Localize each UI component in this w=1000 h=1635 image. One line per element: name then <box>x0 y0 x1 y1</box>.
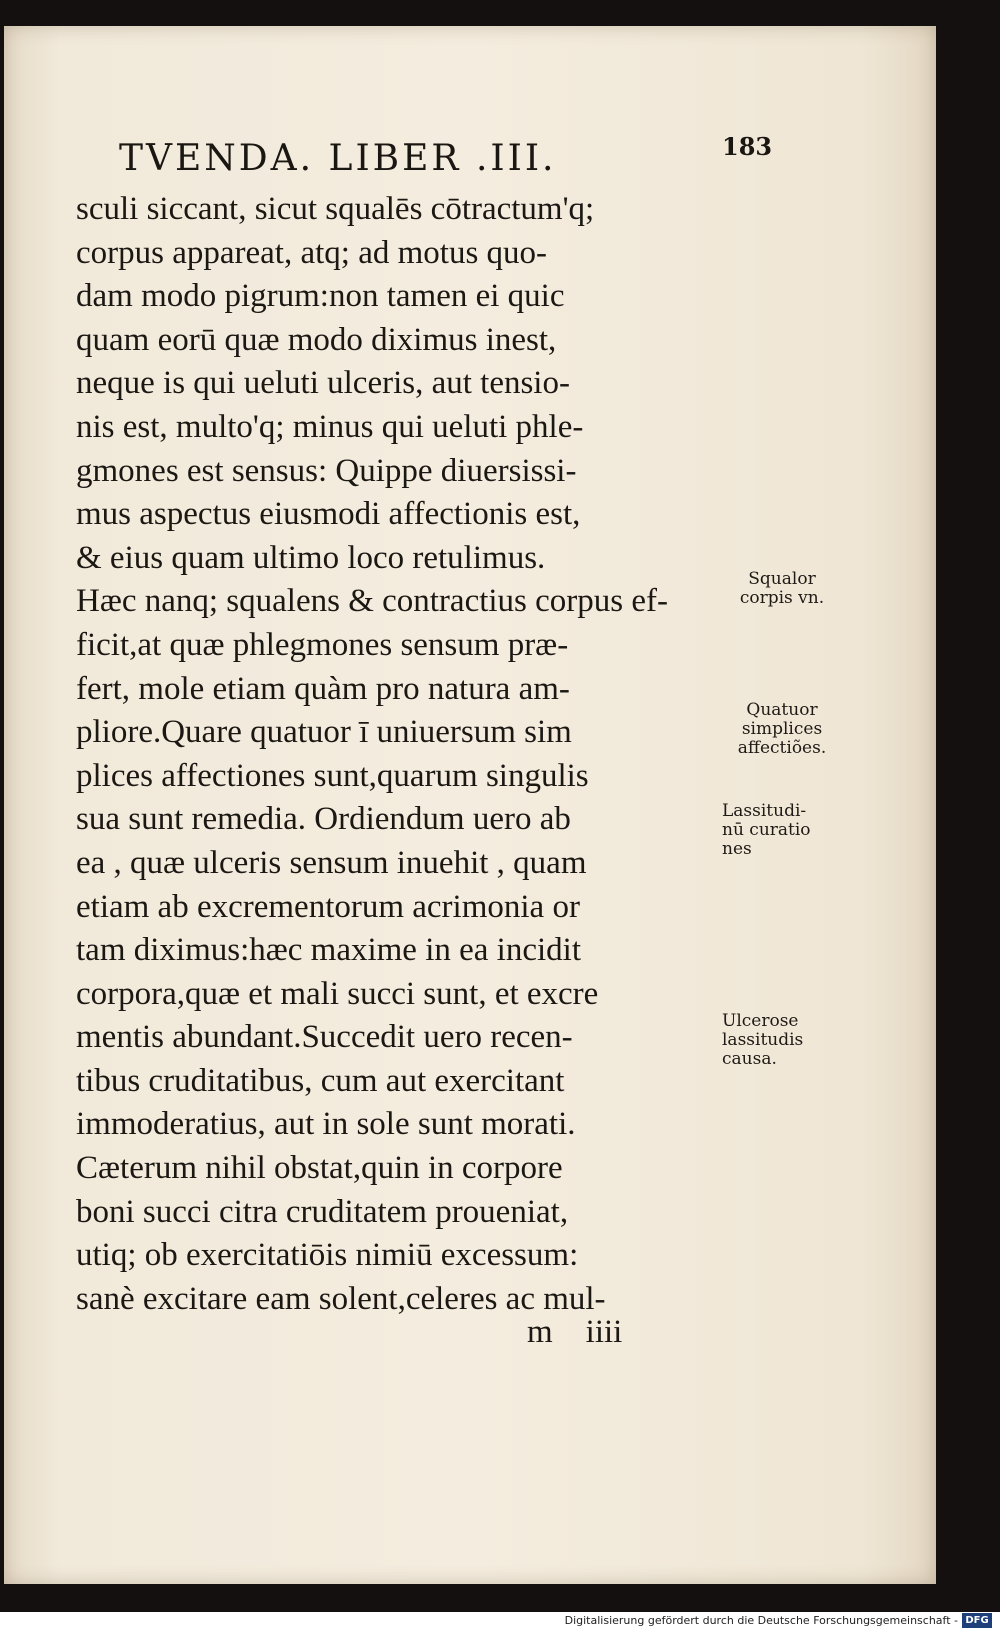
text-line: dam modo pigrum:non tamen ei quic <box>76 278 565 315</box>
page-number: 183 <box>722 132 773 161</box>
marginal-note-quatuor <box>722 701 842 758</box>
body-text <box>76 188 726 1321</box>
text-line: & eius quam ultimo loco retulimus. <box>76 539 546 576</box>
text-line: tibus cruditatibus, cum aut exercitant <box>76 1062 565 1099</box>
marginal-note-line: nū curatio <box>722 820 811 840</box>
marginal-note-line: Ulcerose <box>722 1011 799 1031</box>
text-line: immoderatius, aut in sole sunt morati. <box>76 1106 576 1143</box>
dfg-logo: DFG <box>962 1613 992 1628</box>
marginal-note-line: nes <box>722 839 752 859</box>
text-line: quam eorū quæ modo diximus inest, <box>76 321 557 358</box>
text-line: Cæterum nihil obstat,quin in corpore <box>76 1150 563 1187</box>
text-line: nis est, multo'q; minus qui ueluti phle- <box>76 408 584 445</box>
footer-credit: Digitalisierung gefördert durch die Deutsche Forschungsgemeinschaft - <box>564 1614 958 1627</box>
marginal-note-lassitudinum <box>722 802 842 859</box>
running-head: TVENDA. LIBER .III. <box>119 138 557 179</box>
catchword: m iiii <box>527 1314 623 1350</box>
marginal-note-line: Lassitudi- <box>722 801 807 821</box>
marginal-note-line: affectiões. <box>737 738 827 758</box>
book-page <box>4 26 936 1584</box>
text-line: gmones est sensus: Quippe diuersissi- <box>76 452 577 489</box>
marginal-note-squalor <box>722 570 842 608</box>
text-line: sculi siccant, sicut squalēs cōtractum'q; <box>76 191 595 227</box>
text-line: sanè excitare eam solent,celeres ac mul- <box>76 1280 606 1317</box>
marginal-note-line: simplices <box>741 719 823 739</box>
text-line: utiq; ob exercitatiōis nimiū excessum: <box>76 1237 579 1274</box>
marginal-note-ulcerosae <box>722 1012 842 1069</box>
text-line: ficit,at quæ phlegmones sensum præ- <box>76 626 569 663</box>
text-line: pliore.Quare quatuor ī uniuersum sim <box>76 714 572 751</box>
text-line: etiam ab excrementorum acrimonia or <box>76 888 580 925</box>
text-line: mentis abundant.Succedit uero recen- <box>76 1019 573 1056</box>
text-line: boni succi citra cruditatem proueniat, <box>76 1193 569 1230</box>
text-line: neque is qui ueluti ulceris, aut tensio- <box>76 365 570 402</box>
text-line: fert, mole etiam quàm pro natura am- <box>76 670 570 707</box>
text-line: corpora,quæ et mali succi sunt, et excre <box>76 975 599 1012</box>
marginal-note-line: Squalor <box>748 569 816 589</box>
text-line: corpus appareat, atq; ad motus quo- <box>76 234 548 271</box>
text-line: sua sunt remedia. Ordiendum uero ab <box>76 801 571 838</box>
text-line: mus aspectus eiusmodi affectionis est, <box>76 496 581 533</box>
marginal-note-line: causa. <box>722 1049 777 1069</box>
text-line: plices affectiones sunt,quarum singulis <box>76 757 589 794</box>
text-line: Hæc nanq; squalens & contractius corpus ef- <box>76 583 669 620</box>
text-line: ea , quæ ulceris sensum inuehit , quam <box>76 844 587 881</box>
marginal-note-line: corpis vn. <box>739 588 825 608</box>
marginal-note-line: lassitudis <box>722 1030 804 1050</box>
marginal-note-line: Quatuor <box>746 700 818 720</box>
text-line: tam diximus:hæc maxime in ea incidit <box>76 932 581 969</box>
